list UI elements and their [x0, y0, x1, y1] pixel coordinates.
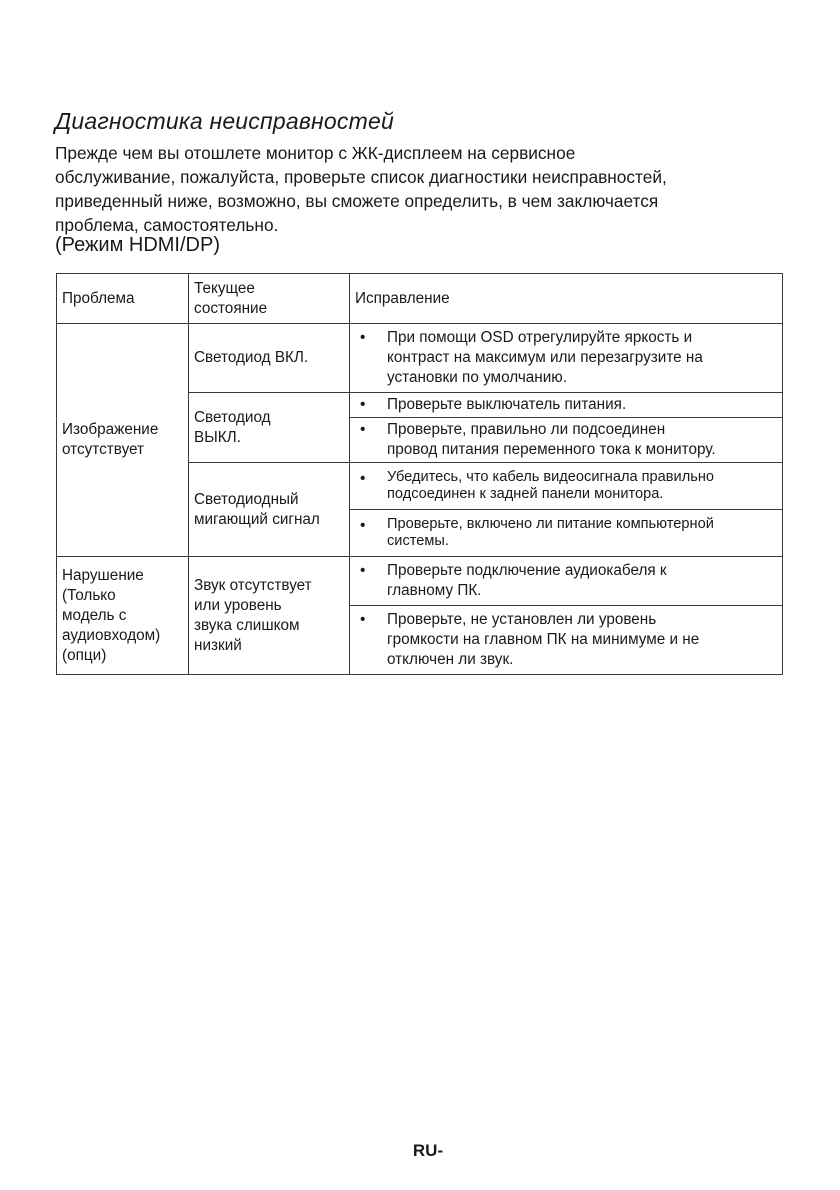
intro-paragraph: [55, 141, 795, 237]
fix-cell: [350, 324, 783, 393]
header-state-line: Текущее: [194, 279, 255, 297]
header-state: [189, 274, 350, 324]
header-fix: Исправление: [350, 274, 783, 324]
fix-cell: [350, 510, 783, 557]
bullet-icon: •: [360, 470, 366, 487]
state-line: ВЫКЛ.: [194, 428, 241, 446]
fix-cell: [350, 418, 783, 463]
fix-line: При помощи OSD отрегулируйте яркость и: [387, 329, 693, 346]
problem-line: Нарушение: [62, 566, 144, 584]
problem-line: (опци): [62, 646, 107, 664]
fix-line: Проверьте подключение аудиокабеля к: [387, 562, 667, 579]
fix-line: контраст на максимум или перезагрузите на: [387, 349, 703, 366]
fix-cell: [350, 393, 783, 418]
fix-line: громкости на главном ПК на минимуме и не: [387, 631, 700, 648]
bullet-icon: •: [360, 329, 366, 346]
page-footer: RU-: [412, 1141, 444, 1160]
fix-line: Проверьте выключатель питания.: [387, 396, 627, 413]
fix-cell: [350, 463, 783, 510]
header-problem: Проблема: [57, 274, 189, 324]
problem-line: отсутствует: [62, 441, 145, 458]
intro-line: проблема, самостоятельно.: [55, 215, 279, 235]
bullet-icon: •: [360, 517, 366, 534]
fix-line: Убедитесь, что кабель видеосигнала правильно: [387, 469, 714, 485]
fix-line: системы.: [387, 533, 449, 549]
problem-line: (Только: [62, 586, 116, 604]
problem-cell-no-picture: [57, 324, 189, 557]
intro-line: приведенный ниже, возможно, вы сможете определить, в чем заключается: [55, 191, 659, 211]
bullet-icon: •: [360, 421, 366, 438]
problem-cell-audio: [57, 557, 189, 675]
header-state-line: состояние: [194, 299, 268, 317]
fix-line: установки по умолчанию.: [387, 369, 568, 386]
fix-cell: [350, 606, 783, 675]
bullet-icon: •: [360, 562, 366, 579]
state-line: Светодиод: [194, 408, 271, 426]
fix-line: Проверьте, включено ли питание компьютерной: [387, 516, 714, 532]
state-line: Звук отсутствует: [194, 576, 312, 594]
state-line: мигающий сигнал: [194, 510, 320, 528]
fix-cell: [350, 557, 783, 606]
fix-line: главному ПК.: [387, 582, 482, 599]
bullet-icon: •: [360, 611, 366, 628]
troubleshooting-table: [56, 273, 783, 675]
state-line: звука слишком: [194, 616, 300, 634]
bullet-icon: •: [360, 396, 366, 413]
table-header-row: [57, 274, 783, 324]
state-line: Светодиодный: [194, 490, 299, 508]
state-cell-led-off: [189, 393, 350, 463]
problem-line: Изображение: [62, 421, 159, 438]
problem-line: модель с: [62, 606, 127, 624]
state-line: или уровень: [194, 596, 282, 614]
problem-line: аудиовходом): [62, 626, 161, 644]
table-row: [57, 557, 783, 606]
fix-line: провод питания переменного тока к монитору.: [387, 441, 716, 458]
state-cell-no-sound: [189, 557, 350, 675]
mode-label: (Режим HDMI/DP): [55, 234, 220, 256]
fix-line: Проверьте, правильно ли подсоединен: [387, 421, 666, 438]
state-cell-led-blinking: [189, 463, 350, 557]
intro-line: Прежде чем вы отошлете монитор с ЖК-дисплеем на сервисное: [55, 143, 576, 163]
table-row: [57, 324, 783, 393]
state-line: низкий: [194, 636, 242, 654]
fix-line: отключен ли звук.: [387, 651, 514, 668]
intro-line: обслуживание, пожалуйста, проверьте список диагностики неисправностей,: [55, 167, 667, 187]
page-title: Диагностика неисправностей: [55, 108, 394, 134]
fix-line: Проверьте, не установлен ли уровень: [387, 611, 657, 628]
state-line: Светодиод ВКЛ.: [194, 349, 309, 366]
fix-line: подсоединен к задней панели монитора.: [387, 486, 664, 502]
state-cell-led-on: [189, 324, 350, 393]
